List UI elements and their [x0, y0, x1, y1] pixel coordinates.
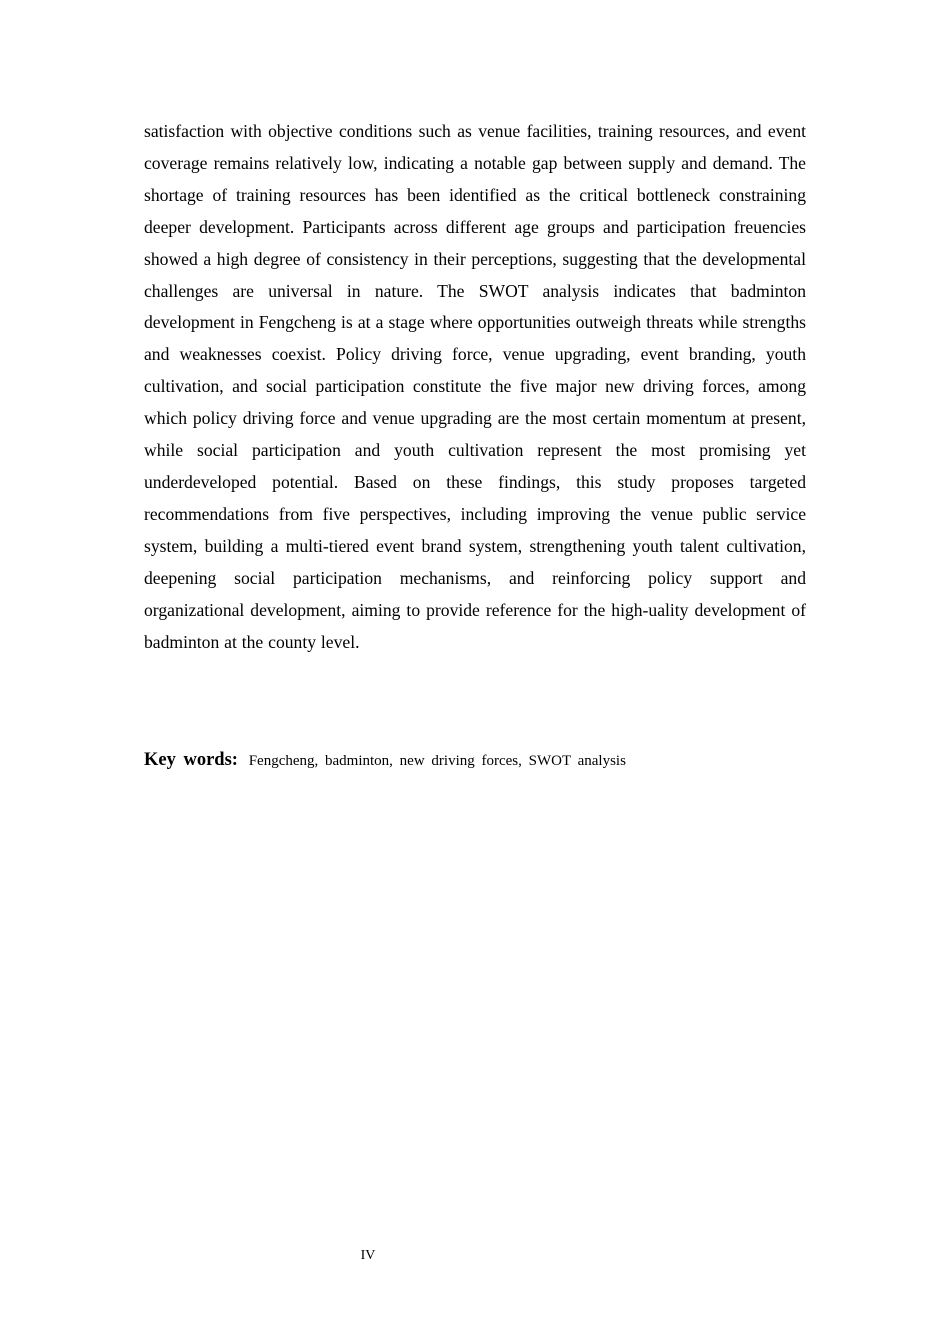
- keywords-line: [144, 744, 806, 777]
- keywords-text: Fengcheng, badminton, new driving forces, SWOT analysis: [248, 753, 626, 769]
- page-number: IV: [360, 1248, 376, 1263]
- abstract-paragraph: satisfaction with objective conditions such as venue facilities, training resources, and event coverage remains relatively low, indicating a notable gap between supply and demand. The shortage of training resources has been identified as the critical bottleneck constraining deeper development. Participants across different age groups and participation freuencies showed a high degree of consistency in their perceptions, suggesting that the developmental challenges are universal in nature. The SWOT analysis indicates that badminton development in Fengcheng is at a stage where opportunities outweigh threats while strengths and weaknesses coexist. Policy driving force, venue upgrading, event branding, youth cultivation, and social participation constitute the five major new driving forces, among which policy driving force and venue upgrading are the most certain momentum at present, while social participation and youth cultivation represent the most promising yet underdeveloped potential. Based on these findings, this study proposes targeted recommendations from five perspectives, including improving the venue public service system, building a multi-tiered event brand system, strengthening youth talent cultivation, deepening social participation mechanisms, and reinforcing policy support and organizational development, aiming to provide reference for the high-uality development of badminton at the county level.: [144, 121, 806, 652]
- keywords-label: Key words:: [144, 750, 238, 770]
